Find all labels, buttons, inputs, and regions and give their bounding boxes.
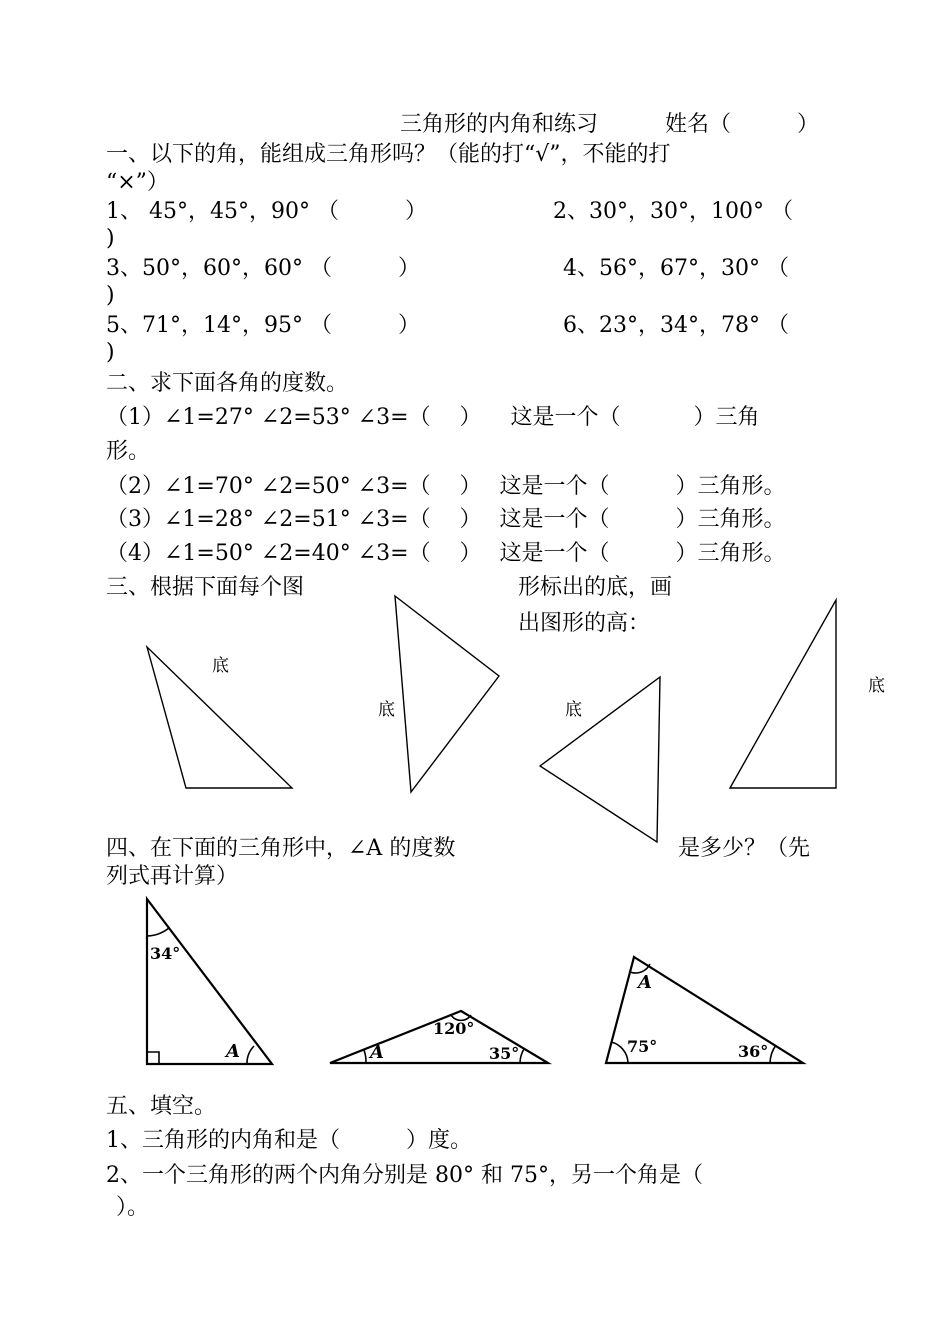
s1-question-3: 3、50°，60°，60° （ ） — [106, 256, 420, 281]
s2-row-3: （3）∠1=28° ∠2=51° ∠3=（ ） 这是一个（ ）三角形。 — [106, 507, 786, 532]
s2-row-1-cont: 形。 — [106, 439, 151, 464]
base-label-1: 底 — [212, 656, 229, 676]
arc-t2-left — [364, 1050, 366, 1063]
section3-heading: 三、根据下面每个图 — [106, 575, 305, 600]
s5-question-2-cont: ）。 — [116, 1195, 150, 1220]
t3-angle-label: 75° — [627, 1037, 658, 1056]
s5-question-2: 2、一个三角形的两个内角分别是 80° 和 75°，另一个角是（ — [106, 1163, 703, 1188]
arc-t1-top — [147, 928, 169, 936]
s2-row-1: （1）∠1=27° ∠2=53° ∠3=（ ） 这是一个（ ）三角 — [106, 405, 760, 430]
section1-heading-cont: “×”） — [106, 170, 169, 195]
arc-t1-right — [247, 1046, 254, 1064]
arc-t3-left — [611, 1042, 628, 1063]
base-label-2: 底 — [378, 700, 395, 720]
s4-triangle-1 — [147, 899, 272, 1064]
section5-heading: 五、填空。 — [106, 1094, 217, 1119]
t1-angle-a: A — [226, 1041, 240, 1062]
section4-heading-cont: 列式再计算） — [106, 864, 239, 889]
s1-question-4-close: ) — [106, 283, 115, 308]
section3-heading-cont: 出图形的高： — [518, 611, 651, 636]
s1-question-2: 2、30°，30°，100° （ — [553, 199, 793, 224]
s1-question-6: 6、23°，34°，78° （ — [563, 313, 789, 338]
section2-heading: 二、求下面各角的度数。 — [106, 371, 349, 396]
t2-angle-a: A — [370, 1042, 384, 1063]
name-field-label: 姓名（ ） — [665, 112, 820, 137]
s1-question-4: 4、56°，67°，30° （ — [563, 256, 789, 281]
base-label-4: 底 — [868, 676, 885, 696]
t3-angle-label-b: 36° — [738, 1042, 769, 1061]
s3-triangle-2 — [395, 596, 499, 792]
s5-question-1: 1、三角形的内角和是（ ）度。 — [106, 1128, 472, 1153]
t2-angle-label-b: 35° — [489, 1044, 520, 1063]
s1-question-5: 5、71°，14°，95° （ ） — [106, 313, 420, 338]
right-angle-t1 — [147, 1052, 159, 1064]
page-title: 三角形的内角和练习 — [400, 112, 599, 137]
t1-angle-label: 34° — [150, 944, 181, 963]
section3-heading-mid: 形标出的底，画 — [518, 575, 673, 600]
s1-question-6-close: ) — [106, 340, 115, 365]
s3-triangle-4 — [730, 600, 836, 788]
s1-question-2-close: ) — [106, 226, 115, 251]
t2-angle-label: 120° — [433, 1019, 475, 1038]
t3-angle-a: A — [638, 972, 652, 993]
base-label-3: 底 — [565, 700, 582, 720]
section4-heading: 四、在下面的三角形中，∠A 的度数 — [106, 836, 456, 861]
section4-heading-mid: 是多少？（先 — [678, 836, 811, 861]
s1-question-1: 1、 45°，45°，90° （ ） — [106, 199, 427, 224]
arc-t3-right — [770, 1045, 776, 1063]
s2-row-4: （4）∠1=50° ∠2=40° ∠3=（ ） 这是一个（ ）三角形。 — [106, 541, 786, 566]
arc-t2-right — [520, 1049, 524, 1063]
section1-heading: 一、以下的角，能组成三角形吗？（能的打“√”，不能的打 — [106, 142, 671, 167]
s2-row-2: （2）∠1=70° ∠2=50° ∠3=（ ） 这是一个（ ）三角形。 — [106, 474, 786, 499]
s3-triangle-3 — [540, 677, 660, 842]
